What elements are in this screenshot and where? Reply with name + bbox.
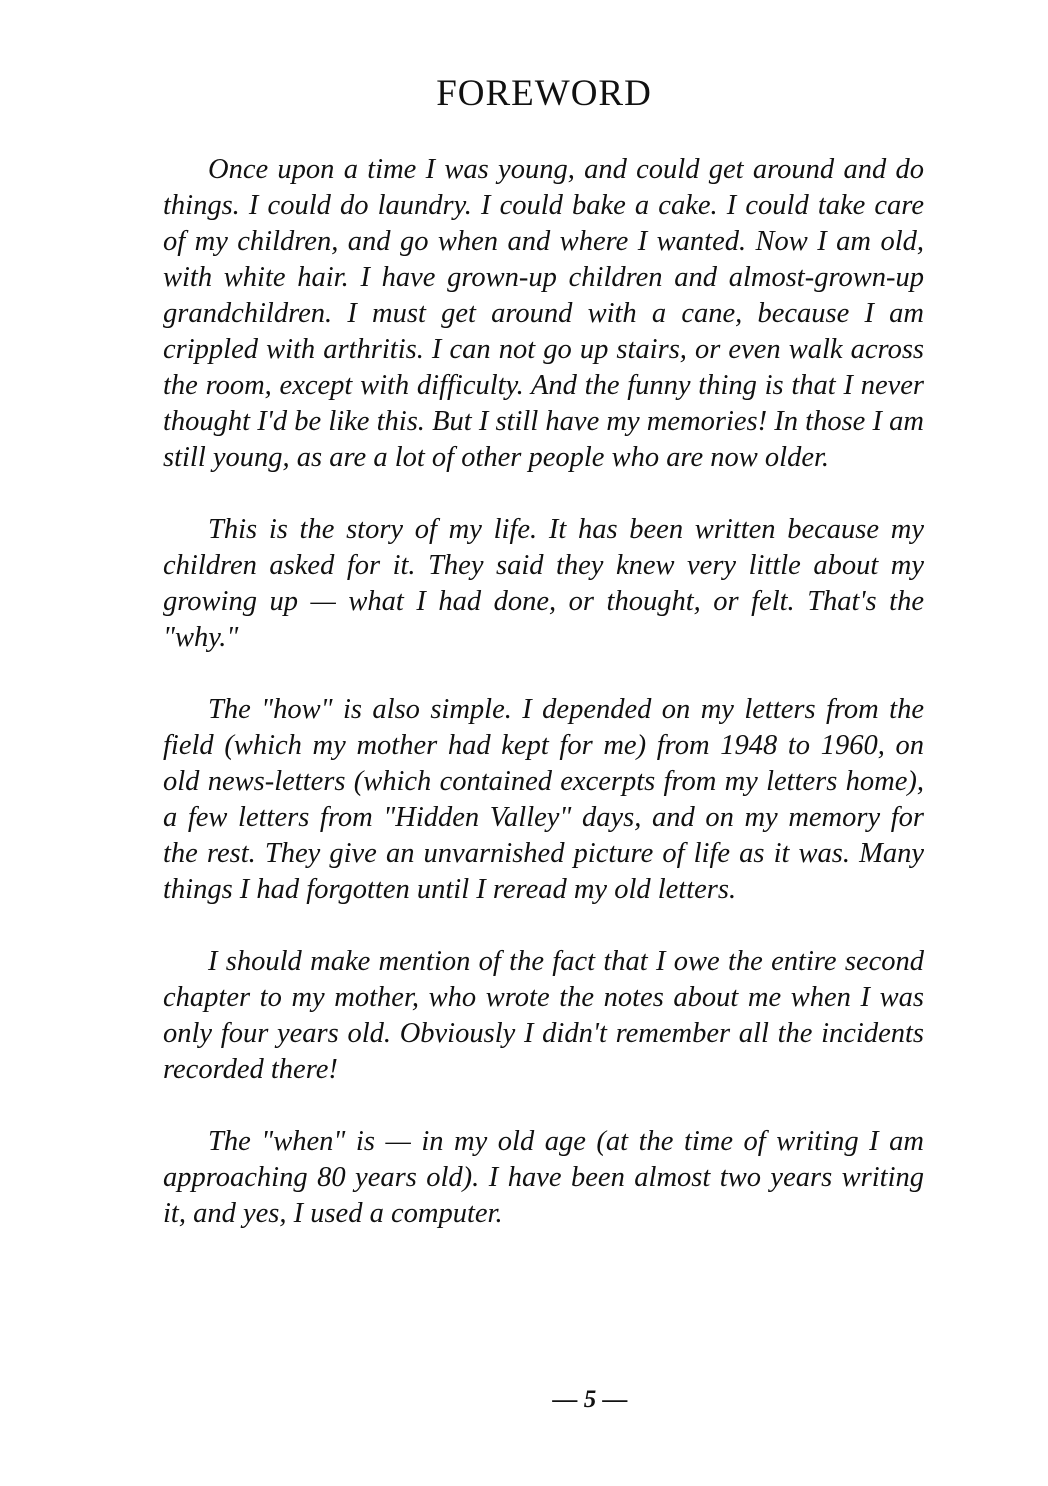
paragraph-2: This is the story of my life. It has been written because my children asked for it. They said they knew very little about my growing up — what I had done, or thought, or felt. That's the "why."	[163, 514, 924, 653]
paragraph-4: I should make mention of the fact that I owe the entire second chapter to my mother, who wrote the notes about me when I was only four years old. Obviously I didn't remember all the incidents recorded there!	[163, 946, 924, 1085]
page-number: — 5 —	[552, 1386, 628, 1413]
paragraph-5: The "when" is — in my old age (at the time of writing I am approaching 80 years old). I have been almost two years writing it, and yes, I used a computer.	[163, 1126, 924, 1229]
page-title: FOREWORD	[436, 73, 652, 114]
paragraph-1: Once upon a time I was young, and could get around and do things. I could do laundry. I could bake a cake. I could take care of my children, and go when and where I wanted. Now I am old, with white hair. I have grown-up children and almost-grown-up grandchildren. I must get around with a cane, because I am crippled with arthritis. I can not go up stairs, or even walk across the room, except with difficulty. And the funny thing is that I never thought I'd be like this. But I still have my memories! In those I am still young, as are a lot of other people who are now older.	[163, 154, 924, 473]
paragraph-3: The "how" is also simple. I depended on my letters from the field (which my mother had kept for me) from 1948 to 1960, on old news-letters (which contained excerpts from my letters home), a few letters from "Hidden Valley" days, and on my memory for the rest. They give an unvarnished picture of life as it was. Many things I had forgotten until I reread my old letters.	[163, 694, 924, 905]
foreword-body	[163, 152, 924, 1268]
